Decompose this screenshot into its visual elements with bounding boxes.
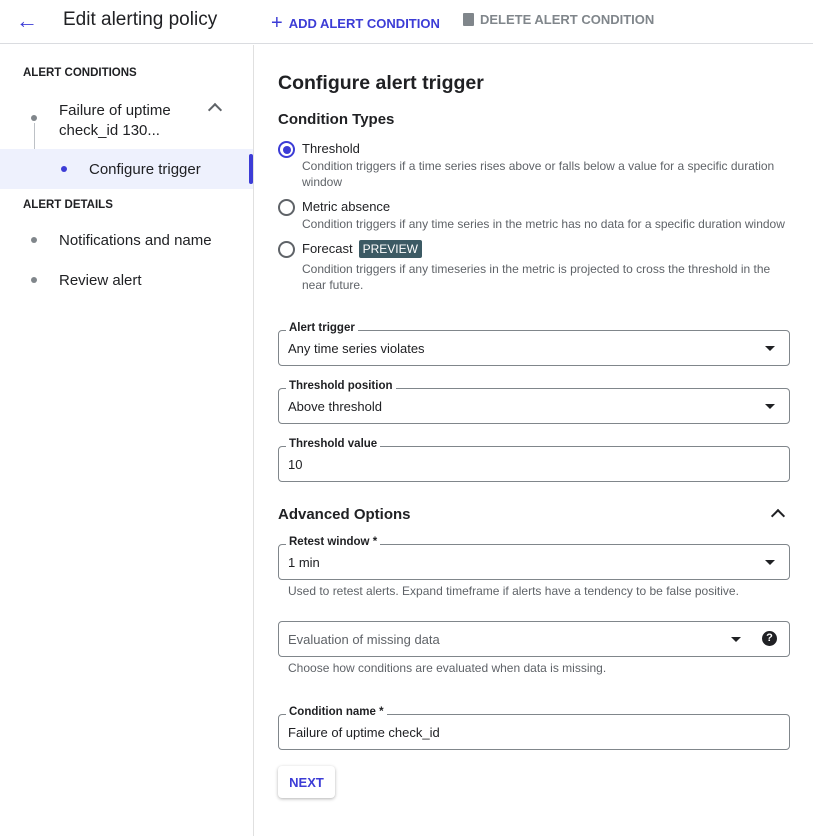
- bullet-icon: [31, 115, 37, 121]
- alert-details-heading: ALERT DETAILS: [23, 199, 113, 211]
- help-icon[interactable]: ?: [762, 631, 777, 646]
- add-alert-condition-button[interactable]: + ADD ALERT CONDITION: [271, 12, 440, 34]
- back-arrow-icon[interactable]: ←: [16, 8, 38, 33]
- alert-trigger-select[interactable]: Alert trigger Any time series violates: [278, 330, 790, 366]
- bullet-icon: [31, 237, 37, 243]
- top-bar: [0, 0, 813, 44]
- section-title: Configure alert trigger: [278, 72, 484, 94]
- threshold-value-input[interactable]: Threshold value 10: [278, 446, 790, 482]
- threshold-position-select[interactable]: Threshold position Above threshold: [278, 388, 790, 424]
- page-title: Edit alerting policy: [63, 9, 218, 30]
- sidebar-item-configure-trigger[interactable]: Configure trigger: [0, 149, 253, 189]
- delete-alert-condition-button[interactable]: DELETE ALERT CONDITION: [463, 12, 654, 27]
- sidebar-item-review[interactable]: Review alert: [0, 271, 253, 291]
- dropdown-arrow-icon: [765, 404, 775, 409]
- preview-badge: PREVIEW: [359, 240, 422, 258]
- sidebar-item-condition[interactable]: Failure of uptime check_id 130...: [0, 99, 253, 149]
- condition-name-input[interactable]: Condition name * Failure of uptime check_id: [278, 714, 790, 750]
- retest-window-select[interactable]: Retest window * 1 min: [278, 544, 790, 580]
- radio-selected-icon[interactable]: [278, 141, 295, 158]
- sidebar: [0, 45, 254, 836]
- chevron-up-icon[interactable]: [771, 509, 785, 523]
- next-button[interactable]: NEXT: [278, 766, 335, 798]
- radio-icon[interactable]: [278, 241, 295, 258]
- bullet-icon: [61, 166, 67, 172]
- active-indicator: [249, 154, 253, 184]
- dropdown-arrow-icon: [765, 346, 775, 351]
- condition-types-heading: Condition Types: [278, 111, 395, 128]
- sidebar-item-notifications[interactable]: Notifications and name: [0, 231, 253, 251]
- trash-icon: [463, 13, 474, 26]
- bullet-icon: [31, 277, 37, 283]
- radio-icon[interactable]: [278, 199, 295, 216]
- plus-icon: +: [271, 12, 283, 34]
- dropdown-arrow-icon: [765, 560, 775, 565]
- alert-conditions-heading: ALERT CONDITIONS: [23, 67, 137, 79]
- chevron-up-icon[interactable]: [208, 103, 222, 117]
- missing-data-select[interactable]: Evaluation of missing data ?: [278, 621, 790, 657]
- dropdown-arrow-icon: [731, 637, 741, 642]
- advanced-options-heading: Advanced Options: [278, 506, 411, 523]
